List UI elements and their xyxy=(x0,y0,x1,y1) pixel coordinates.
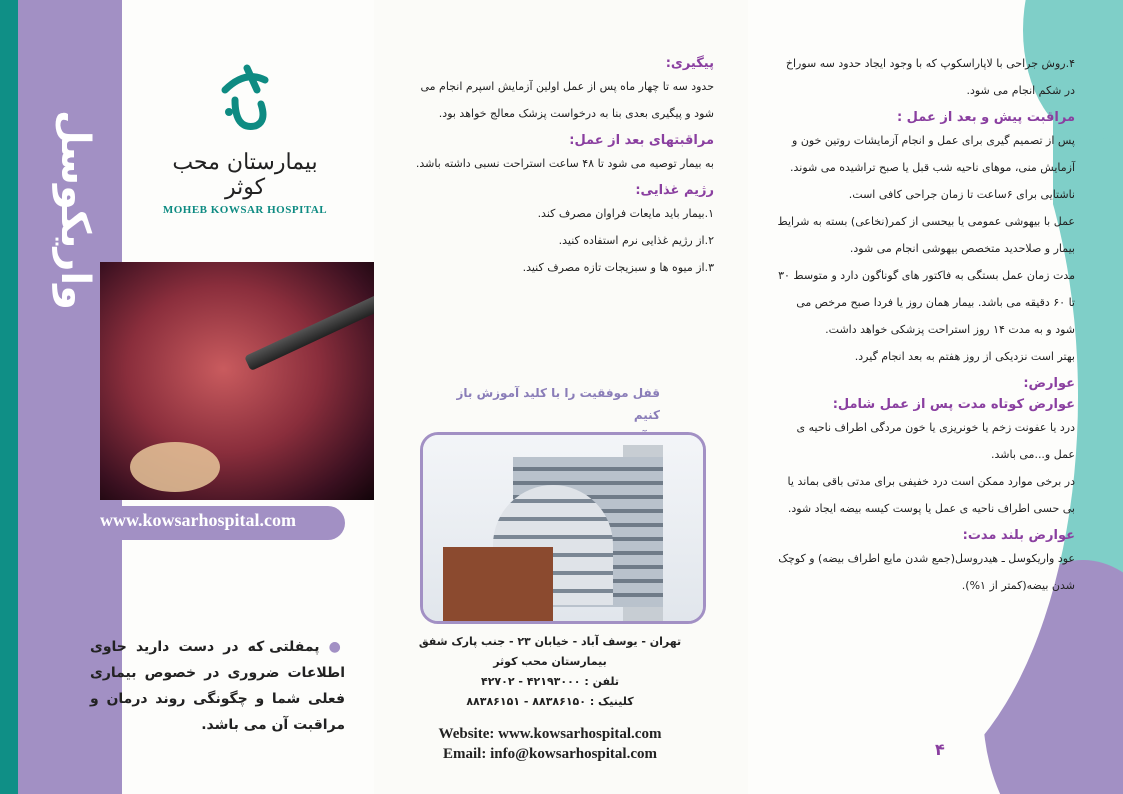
laparoscopy-photo xyxy=(100,262,374,500)
hospital-building-photo xyxy=(420,432,706,624)
website-link[interactable]: Website: www.kowsarhospital.com xyxy=(438,726,662,742)
contact-address xyxy=(400,632,700,712)
slogan-line-1: قفل موفقیت را با کلید آموزش باز کنیم xyxy=(456,386,660,422)
care-paragraph: پس از تصمیم گیری برای عمل و انجام آزمایشات روتین خون و آزمایش منی، موهای ناحیه شب قبل یا صبح تراشیده می شوند. xyxy=(789,134,1075,174)
hospital-name-fa: بیمارستان محب کوثر xyxy=(172,150,318,200)
brochure-title: واریکوسل xyxy=(52,110,98,310)
phone-number: تلفن : ۴۲۱۹۳۰۰۰ - ۴۲۷۰۲ xyxy=(480,675,620,688)
address-line: تهران - یوسف آباد - خیابان ۲۳ - جنب پارک شفق xyxy=(418,635,682,648)
intro-note xyxy=(90,634,345,738)
short-term-paragraph: در برخی موارد ممکن است درد خفیفی برای مدتی باقی بماند یا بی حسی اطراف ناحیه ی عمل یا پوست کیسه بیضه ایجاد شود. xyxy=(787,475,1075,515)
diet-item: ۳.از میوه ها و سبزیجات تازه مصرف کنید. xyxy=(522,261,714,274)
address-hospital: بیمارستان محب کوثر xyxy=(493,655,607,668)
right-content xyxy=(775,50,1075,599)
short-term-heading: عوارض کوتاه مدت پس از عمل شامل: xyxy=(832,397,1075,412)
long-term-paragraph: عود واریکوسل ـ هیدروسل(جمع شدن مایع اطراف بیضه) و کوچک شدن بیضه(کمتر از ۱%). xyxy=(778,552,1075,592)
hospital-logo-icon xyxy=(205,60,285,140)
diet-heading: رژیم غذایی: xyxy=(635,183,714,198)
website-banner-text: www.kowsarhospital.com xyxy=(100,510,297,530)
care-paragraph: مدت زمان عمل بستگی به فاکتور های گوناگون دارد و متوسط ۳۰ تا ۶۰ دقیقه می باشد. بیمار همان روز یا فردا صبح مرخص می شود و به مدت ۱۴ روز استراحت پزشکی خواهد داشت. xyxy=(778,269,1075,336)
care-heading: مراقبت پیش و بعد از عمل : xyxy=(896,110,1075,125)
building-brick-base xyxy=(443,547,553,621)
followup-text: حدود سه تا چهار ماه پس از عمل اولین آزمایش اسپرم انجام می شود و پیگیری بعدی بنا به درخواست پزشک معالج خواهد بود. xyxy=(420,80,714,120)
hospital-logo xyxy=(160,60,330,216)
intro-note-text: پمفلتی که در دست دارید حاوی اطلاعات ضروری در خصوص بیماری فعلی شما و چگونگی روند درمان و مراقبت آن می باشد. xyxy=(90,639,345,733)
clinic-number: کلینیک : ۸۸۳۸۶۱۵۰ - ۸۸۳۸۶۱۵۱ xyxy=(466,695,634,708)
page-number: ۴ xyxy=(935,740,945,759)
complications-heading: عوارض: xyxy=(1023,376,1075,391)
tissue-highlight xyxy=(130,442,220,492)
care-paragraph: عمل با بیهوشی عمومی یا بیحسی از کمر(نخاعی) بسته به شرایط بیمار و صلاحدید متخصص بیهوشی انجام می شود. xyxy=(777,215,1075,255)
laparoscopy-method: ۴.روش جراحی با لاپاراسکوپ که با وجود ایجاد حدود سه سوراخ در شکم انجام می شود. xyxy=(785,57,1075,97)
middle-content xyxy=(414,50,714,281)
cover-panel xyxy=(0,0,374,794)
hospital-name-en: MOHEB KOWSAR HOSPITAL xyxy=(162,204,328,216)
postop-heading: مراقبتهای بعد از عمل: xyxy=(569,133,714,148)
diet-item: ۱.بیمار باید مایعات فراوان مصرف کند. xyxy=(537,207,714,220)
postop-text: به بیمار توصیه می شود تا ۴۸ ساعت استراحت نسبی داشته باشد. xyxy=(415,157,714,170)
short-term-paragraph: درد یا عفونت زخم یا خونریزی یا خون مردگی اطراف ناحیه ی عمل و...می باشد. xyxy=(796,421,1075,461)
long-term-heading: عوارض بلند مدت: xyxy=(962,528,1075,543)
surgical-instrument xyxy=(244,289,374,371)
email-link[interactable]: Email: info@kowsarhospital.com xyxy=(443,746,657,762)
diet-item: ۲.از رژیم غذایی نرم استفاده کنید. xyxy=(558,234,714,247)
care-paragraph: ناشتایی برای ۶ساعت تا زمان جراحی کافی است. xyxy=(848,188,1075,201)
bullet-icon: ● xyxy=(328,639,345,655)
care-paragraph: بهتر است نزدیکی از روز هفتم به بعد انجام گیرد. xyxy=(854,350,1075,363)
followup-heading: پیگیری: xyxy=(665,56,714,71)
contact-web xyxy=(400,724,700,764)
